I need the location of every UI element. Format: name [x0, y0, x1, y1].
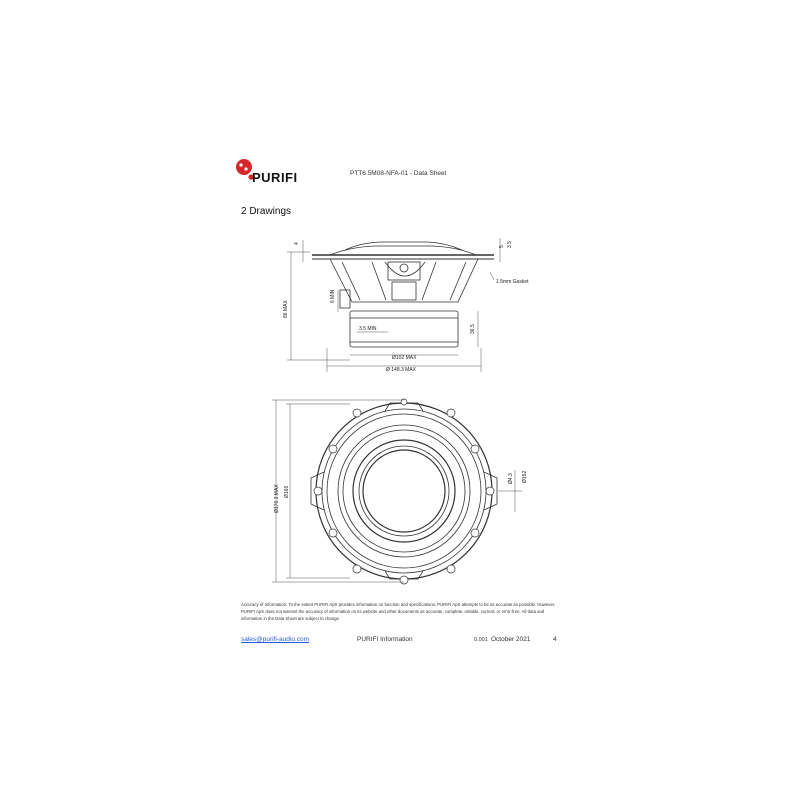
dim-top-right-b-label: 3.5 — [507, 241, 513, 248]
page-number: 4 — [553, 636, 557, 643]
dia-102-label: Ø102 MAX — [392, 355, 417, 361]
footer-info: PURIFI Information — [357, 636, 413, 643]
footer-version: 0.001 — [474, 637, 488, 643]
gasket-label: 1.5mm Gasket — [496, 279, 529, 285]
front-view — [311, 403, 497, 579]
side-view-dimension-lines — [287, 238, 500, 372]
dim-36-5-label: 36.5 — [470, 324, 476, 334]
email-link[interactable]: sales@purifi-audio.com — [241, 636, 310, 643]
footer-date: October 2021 — [491, 636, 531, 643]
dim-3-5-min-label: 3.5 MIN — [359, 326, 377, 332]
dim-top-right-a-label: 5 — [499, 245, 505, 248]
dim-min-label: 6 MIN — [330, 289, 336, 303]
section-heading: 2 Drawings — [241, 206, 292, 217]
height-max-label: 86 MAX — [283, 300, 289, 318]
dia-152-label: Ø152 — [522, 470, 528, 483]
dia-178-label: Ø176.3 MAX — [274, 484, 280, 513]
side-view — [312, 242, 494, 347]
front-view-dimension-lines — [272, 400, 522, 582]
document-title: PTT6.5M08-NFA-01 - Data Sheet — [350, 170, 447, 177]
disclaimer-text: Accuracy of Information: To the extent PURIFI ApS provides information on function and specifications, PURIFI ApS attempts to be as accurate as possible. However, PURIFI ApS does not warrant the accuracy of information on its website and other documents as accurate, complete, reliable, current, or error-free. All data and information in the Data Sheet are subject to change. — [241, 602, 556, 622]
logo-wordmark: PURIFI — [252, 170, 298, 185]
mounting-holes — [314, 399, 494, 584]
dia-148-label: Ø 148.3 MAX — [386, 367, 417, 373]
dia-4-label: Ø4.3 — [508, 473, 514, 484]
dim-top-left-label: 4 — [294, 242, 300, 245]
dia-166-label: Ø166 — [284, 485, 290, 498]
